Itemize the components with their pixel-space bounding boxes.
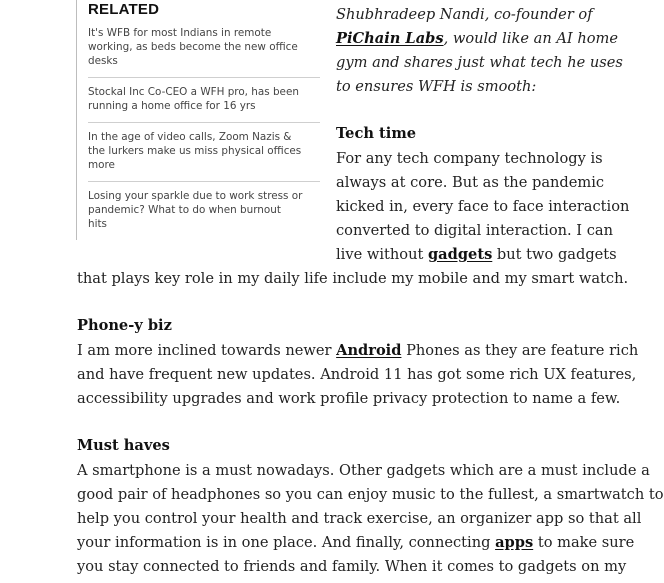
- tech-paragraph-continued: [77, 267, 628, 291]
- phone-line: accessibility upgrades and work profile privacy protection to name a few.: [77, 390, 621, 407]
- tech-line: converted to digital interaction. I can: [336, 222, 613, 239]
- related-divider: [88, 122, 320, 123]
- tech-line: For any tech company technology is: [336, 150, 603, 167]
- related-item-line: In the age of video calls, Zoom Nazis &: [88, 131, 292, 143]
- intro-line: gym and shares just what tech he uses: [336, 54, 623, 71]
- related-item-line: more: [88, 158, 115, 171]
- must-line: A smartphone is a must nowadays. Other gadgets which are a must include a: [77, 462, 650, 479]
- gadgets-link[interactable]: gadgets: [427, 246, 493, 263]
- related-item-line: hits: [88, 217, 107, 230]
- tech-text: live without: [336, 246, 428, 263]
- related-item[interactable]: [88, 190, 320, 231]
- must-line: [77, 531, 664, 555]
- intro-paragraph: [336, 3, 623, 99]
- related-item-line: desks: [88, 54, 118, 67]
- section-heading-tech-time: Tech time: [336, 125, 417, 142]
- phone-line: [77, 339, 638, 363]
- related-item-line: running a home office for 16 yrs: [88, 99, 256, 112]
- phone-text: I am more inclined towards newer: [77, 342, 337, 359]
- related-item-line: working, as beds become the new office: [88, 40, 298, 53]
- related-item[interactable]: [88, 27, 320, 68]
- intro-text: , would like an AI home: [443, 30, 618, 47]
- tech-line: [336, 243, 629, 267]
- section-heading-phone-y-biz: Phone-y biz: [77, 317, 172, 334]
- android-link[interactable]: Android: [336, 342, 402, 359]
- must-text: to make sure: [533, 534, 635, 551]
- phone-paragraph: [77, 339, 638, 411]
- tech-text: but two gadgets: [492, 246, 617, 263]
- tech-line: kicked in, every face to face interaction: [336, 198, 630, 215]
- related-item[interactable]: [88, 86, 320, 114]
- intro-line: to ensures WFH is smooth:: [336, 78, 537, 95]
- intro-line: Shubhradeep Nandi, co-founder of: [336, 6, 593, 23]
- related-item[interactable]: [88, 131, 320, 172]
- tech-paragraph: [336, 147, 629, 267]
- related-divider: [88, 77, 320, 78]
- pichain-labs-link[interactable]: PiChain Labs: [336, 30, 444, 47]
- related-title: RELATED: [88, 1, 160, 18]
- must-text: your information is in one place. And finally, connecting: [77, 534, 496, 551]
- related-item-line: the lurkers make us miss physical offices: [88, 144, 302, 157]
- section-heading-must-haves: Must haves: [77, 437, 170, 454]
- related-item-line: pandemic? What to do when burnout: [88, 203, 281, 216]
- phone-line: and have frequent new updates. Android 11 has got some rich UX features,: [77, 366, 637, 383]
- must-line: you stay connected to friends and family. When it comes to gadgets on my: [77, 558, 627, 575]
- phone-text: Phones as they are feature rich: [401, 342, 639, 359]
- related-item-line: Stockal Inc Co-CEO a WFH pro, has been: [88, 86, 299, 98]
- tech-line: always at core. But as the pandemic: [336, 174, 605, 191]
- tech-line: that plays key role in my daily life include my mobile and my smart watch.: [77, 270, 629, 287]
- must-line: good pair of headphones so you can enjoy music to the fullest, a smartwatch to: [77, 486, 664, 503]
- related-divider: [88, 181, 320, 182]
- apps-link[interactable]: apps: [495, 534, 534, 551]
- related-item-line: Losing your sparkle due to work stress or: [88, 190, 303, 202]
- must-paragraph: [77, 459, 664, 579]
- intro-line: [336, 27, 623, 51]
- must-line: help you control your health and track exercise, an organizer app so that all: [77, 510, 642, 527]
- related-item-line: It's WFB for most Indians in remote: [88, 27, 272, 39]
- related-box: [76, 0, 322, 240]
